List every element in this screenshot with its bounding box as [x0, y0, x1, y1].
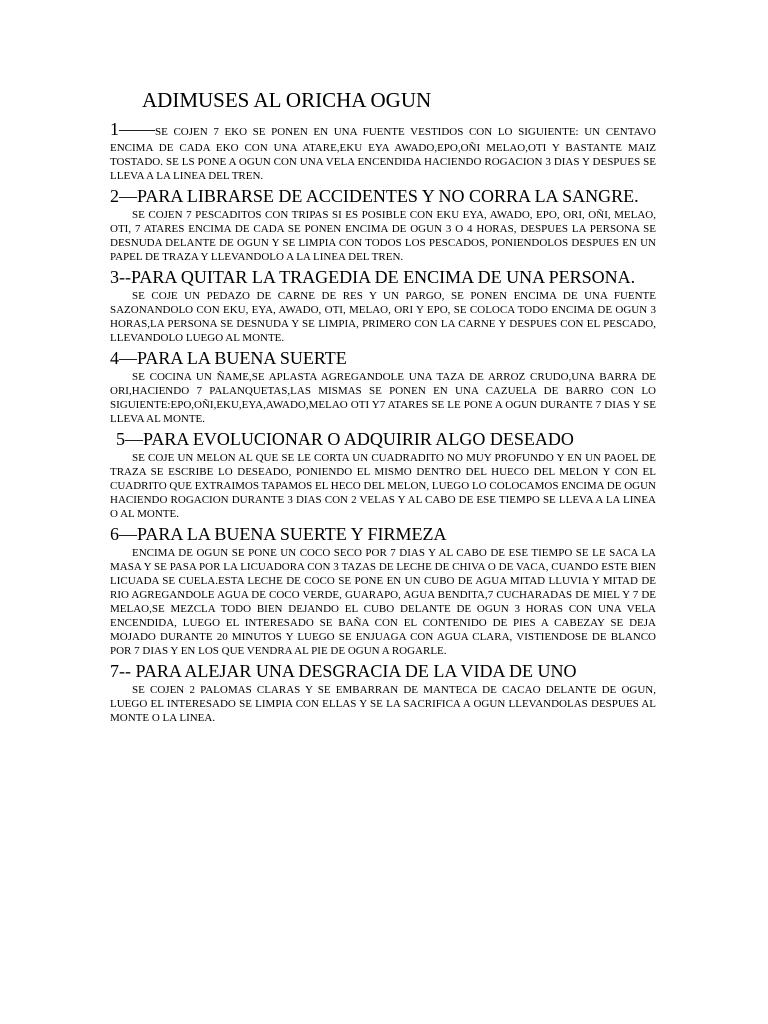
document-page: [110, 88, 656, 727]
section-7-body: SE COJEN 2 PALOMAS CLARAS Y SE EMBARRAN DE MANTECA DE CACAO DELANTE DE OGUN, LUEGO EL INTERESADO SE LIMPIA CON ELLAS Y SE LA SACRIFICA A OGUN LLEVANDOLAS DESPUES AL MONTE O LA LINEA.: [110, 684, 656, 724]
document-title: ADIMUSES AL ORICHA OGUN: [142, 88, 432, 112]
section-7-heading: 7-- PARA ALEJAR UNA DESGRACIA DE LA VIDA DE UNO: [110, 661, 577, 681]
section-1-text: SE COJEN 7 EKO SE PONEN EN UNA FUENTE VESTIDOS CON LO SIGUIENTE: UN CENTAVO ENCIMA DE CADA EKO CON UNA ATARE,EKU EYA AWADO,EPO,OÑI MELAO,OTI Y BASTANTE MAIZ TOSTADO. SE LS PONE A OGUN CON UNA VELA ENCENDIDA HACIENDO ROGACION 3 DIAS Y DESPUES SE LLEVA A LA LINEA DEL TREN.: [110, 126, 656, 182]
section-6: [110, 523, 656, 658]
section-5: [110, 428, 656, 521]
section-2: [110, 185, 656, 264]
section-4-body: SE COCINA UN ÑAME,SE APLASTA AGREGANDOLE UNA TAZA DE ARROZ CRUDO,UNA BARRA DE ORI,HACIENDO 7 PALANQUETAS,LAS MISMAS SE PONEN EN UNA CAZUELA DE BARRO CON LO SIGUIENTE:EPO,OÑI,EKU,EYA,AWADO,MELAO OTI Y7 ATARES SE LE PONE A OGUN DURANTE 7 DIAS Y SE LLEVA AL MONTE.: [110, 371, 656, 425]
section-2-body: SE COJEN 7 PESCADITOS CON TRIPAS SI ES POSIBLE CON EKU EYA, AWADO, EPO, ORI, OÑI, MELAO, OTI, 7 ATARES ENCIMA DE CADA SE PONEN ENCIMA DE OGUN 3 O 4 HORAS, DESPUES LA PERSONA SE DESNUDA DELANTE DE OGUN Y SE LIMPIA CON TODOS LOS PESCADOS, PONIENDOLOS DESPUES EN UN PAPEL DE TRAZA Y LLEVANDOLO A LA LINEA DEL TREN.: [110, 209, 656, 263]
section-1-body: [110, 118, 656, 183]
section-7: [110, 660, 656, 725]
section-5-body: SE COJE UN MELON AL QUE SE LE CORTA UN CUADRADITO NO MUY PROFUNDO Y EN UN PAOEL DE TRAZA SE ESCRIBE LO DESEADO, PONIENDO EL MISMO DENTRO DEL HUECO DEL MELON Y CON EL CUADRITO QUE EXTRAIMOS TAPAMOS EL HECO DEL MELON, LUEGO LO COLOCAMOS ENCIMA DE OGUN HACIENDO ROGACION DURANTE 3 DIAS CON 2 VELAS Y AL CABO DE ESE TIEMPO SE LLEVA A LA LINEA O AL MONTE.: [110, 452, 656, 520]
section-6-heading: 6—PARA LA BUENA SUERTE Y FIRMEZA: [110, 524, 447, 544]
section-1: [110, 118, 656, 183]
section-1-heading: 1——: [110, 119, 155, 139]
section-6-body: ENCIMA DE OGUN SE PONE UN COCO SECO POR 7 DIAS Y AL CABO DE ESE TIEMPO SE LE SACA LA MASA Y SE PASA POR LA LICUADORA CON 3 TAZAS DE LECHE DE CHIVA O DE VACA, CUANDO ESTE BIEN LICUADA SE CUELA.ESTA LECHE DE COCO SE PONE EN UN CUBO DE AGUA MITAD LLUVIA Y MITAD DE RIO AGREGANDOLE AGUA DE COCO VERDE, GUARAPO, AGUA BENDITA,7 CUCHARADAS DE MIEL Y 7 DE MELAO,SE MEZCLA TODO BIEN DEJANDO EL CUBO DELANTE DE OGUN 3 HORAS CON UNA VELA ENCENDIDA, LUEGO EL INTERESADO SE BAÑA CON EL CONTENIDO DE PIES A CABEZAY SE DEJA MOJADO DURANTE 20 MINUTOS Y LUEGO SE ENJUAGA CON AGUA CLARA, VISTIENDOSE DE BLANCO POR 7 DIAS Y EN LOS QUE VENDRA AL PIE DE OGUN A ROGARLE.: [110, 547, 656, 657]
section-3-heading: 3--PARA QUITAR LA TRAGEDIA DE ENCIMA DE UNA PERSONA.: [110, 267, 636, 287]
section-3-body: SE COJE UN PEDAZO DE CARNE DE RES Y UN PARGO, SE PONEN ENCIMA DE UNA FUENTE SAZONANDOLO CON EKU, EYA, AWADO, OTI, MELAO, ORI Y EPO, SE COLOCA TODO ENCIMA DE OGUN 3 HORAS,LA PERSONA SE DESNUDA Y SE LIMPIA, PRIMERO CON LA CARNE Y DESPUES CON EL PESCADO, LLEVANDOLO LUEGO AL MONTE.: [110, 290, 656, 344]
section-5-heading: 5—PARA EVOLUCIONAR O ADQUIRIR ALGO DESEADO: [116, 429, 574, 449]
section-3: [110, 266, 656, 345]
section-4: [110, 347, 656, 426]
section-4-heading: 4—PARA LA BUENA SUERTE: [110, 348, 347, 368]
section-2-heading: 2—PARA LIBRARSE DE ACCIDENTES Y NO CORRA LA SANGRE.: [110, 186, 639, 206]
